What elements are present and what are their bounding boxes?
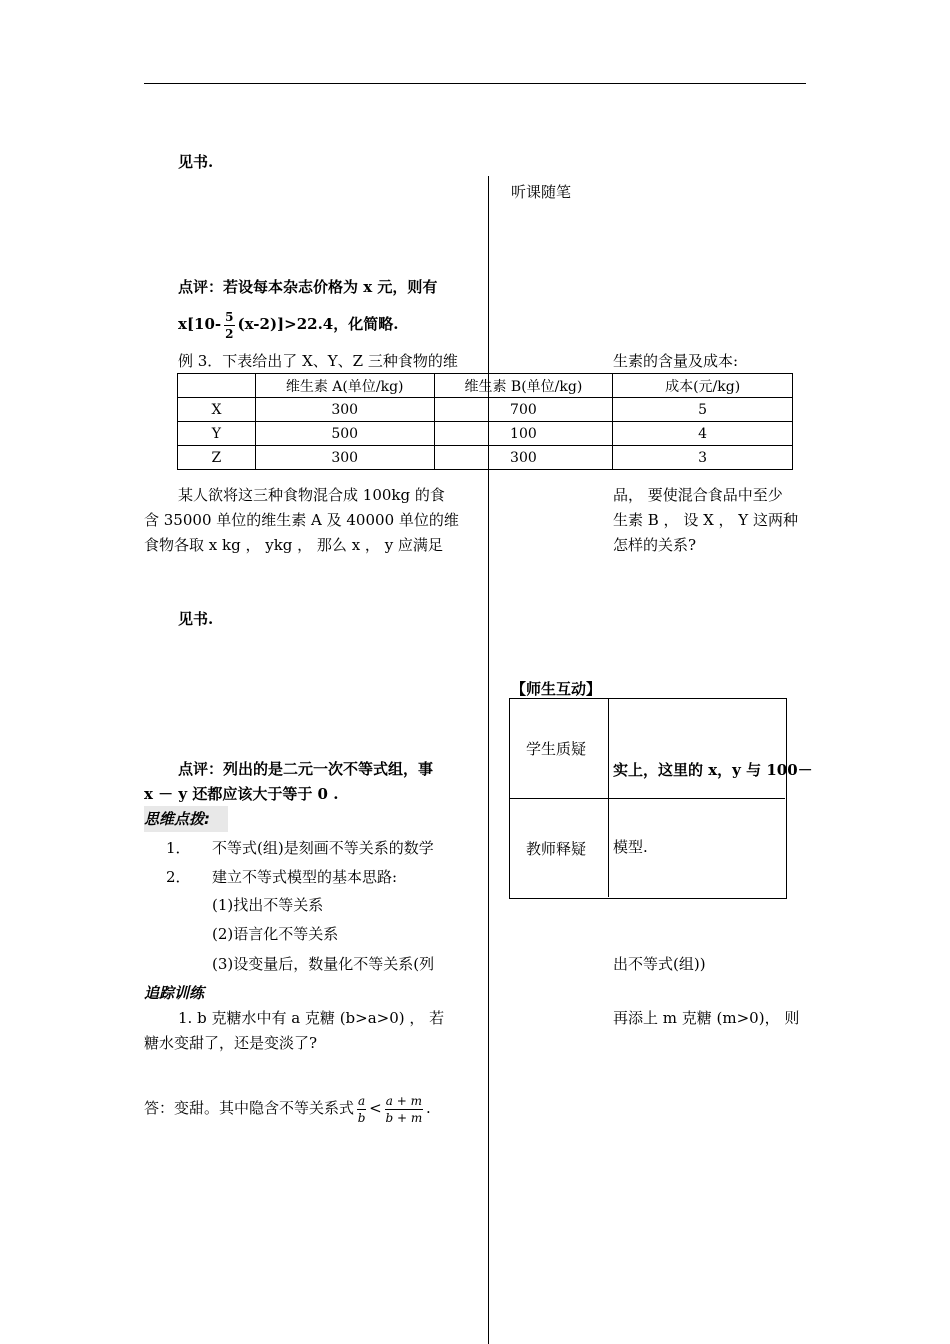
answer-fraction-right	[385, 1093, 423, 1126]
column-divider	[488, 176, 489, 1344]
student-question-content: 实上，这里的 x，y 与 100－	[613, 761, 813, 779]
table-cell: 4	[613, 422, 793, 446]
fraction-denominator: b	[357, 1110, 366, 1125]
table-row	[178, 422, 793, 446]
comment-expr-prefix: x[10-	[178, 315, 222, 333]
table-row	[178, 398, 793, 422]
table-cell: 100	[434, 422, 613, 446]
table-cell: X	[178, 398, 256, 422]
thinking-item1-num: 1．	[166, 839, 191, 857]
student-question-label: 学生质疑	[526, 740, 587, 758]
thinking-step3-right: 出不等式(组))	[613, 955, 706, 973]
tracking-q1-right: 再添上 m 克糖 (m>0)， 则	[613, 1009, 800, 1027]
example3-para-right-2: 生素 B ， 设 X ， Y 这两种	[613, 511, 798, 529]
example3-intro-right: 生素的含量及成本:	[613, 352, 739, 370]
table-header-cell	[178, 374, 256, 398]
table-cell: 300	[255, 398, 434, 422]
comment-fraction	[224, 309, 234, 342]
table-cell: 300	[255, 446, 434, 470]
example3-para-left-1: 某人欲将这三种食物混合成 100kg 的食	[178, 486, 445, 504]
comment-1-line1: 点评：若设每本杂志价格为 x 元，则有	[178, 278, 438, 296]
tracking-answer	[144, 1086, 431, 1130]
example3-para-left-2: 含 35000 单位的维生素 A 及 40000 单位的维	[144, 511, 459, 529]
table-cell: Y	[178, 422, 256, 446]
table-cell: 3	[613, 446, 793, 470]
table-cell: 500	[255, 422, 434, 446]
table-row	[178, 446, 793, 470]
answer-fraction-left	[357, 1093, 366, 1126]
see-book-1: 见书.	[178, 153, 214, 171]
fraction-numerator: 5	[225, 309, 234, 324]
tracking-q1-line2: 糖水变甜了，还是变淡了?	[144, 1034, 318, 1052]
table-cell: Z	[178, 446, 256, 470]
thinking-item2-num: 2．	[166, 868, 191, 886]
example3-para-right-1: 品， 要使混合食品中至少	[613, 486, 783, 504]
table-cell: 700	[434, 398, 613, 422]
less-than-sign: <	[369, 1099, 382, 1117]
see-book-2: 见书.	[178, 610, 214, 628]
fraction-numerator: a + m	[385, 1093, 422, 1108]
table-cell: 5	[613, 398, 793, 422]
notes-label: 听课随笔	[511, 183, 572, 201]
interaction-row-divider	[509, 798, 785, 799]
comment-1-line2	[178, 302, 398, 346]
table-header-row	[178, 374, 793, 398]
comment-expr-suffix: (x-2)]>22.4，化简略.	[237, 315, 399, 333]
thinking-item2-text: 建立不等式模型的基本思路:	[212, 868, 398, 886]
header-rule	[144, 83, 806, 84]
example3-para-left-3: 食物各取 x kg ， ykg ， 那么 x ， y 应满足	[144, 536, 443, 554]
interaction-title: 【师生互动】	[511, 680, 602, 698]
thinking-step3-left: (3)设变量后，数量化不等关系(列	[212, 955, 435, 973]
comment-2-line2: x － y 还都应该大于等于 0 .	[144, 785, 339, 803]
teacher-answer-content: 模型.	[613, 838, 648, 856]
example3-para-right-3: 怎样的关系?	[613, 536, 697, 554]
thinking-step1: (1)找出不等关系	[212, 896, 324, 914]
example3-intro-left: 例 3．下表给出了 X、Y、Z 三种食物的维	[178, 352, 458, 370]
answer-prefix: 答：变甜。其中隐含不等关系式	[144, 1099, 355, 1117]
tracking-q1-left: 1. b 克糖水中有 a 克糖 (b>a>0) ， 若	[178, 1009, 445, 1027]
fraction-denominator: b + m	[385, 1110, 423, 1125]
fraction-numerator: a	[358, 1093, 366, 1108]
thinking-title: 思维点拨:	[144, 806, 228, 832]
table-header-cell: 维生素 A(单位/kg)	[255, 374, 434, 398]
fraction-denominator: 2	[225, 326, 234, 341]
table-header-cell: 维生素 B(单位/kg)	[434, 374, 613, 398]
teacher-answer-label: 教师释疑	[526, 840, 587, 858]
table-header-cell: 成本(元/kg)	[613, 374, 793, 398]
vitamin-table	[177, 373, 793, 470]
thinking-step2: (2)语言化不等关系	[212, 925, 339, 943]
tracking-title: 追踪训练	[144, 984, 205, 1002]
thinking-item1-text: 不等式(组)是刻画不等关系的数学	[212, 839, 434, 857]
comment-2-line1: 点评：列出的是二元一次不等式组，事	[178, 760, 434, 778]
answer-suffix: .	[425, 1099, 431, 1117]
table-cell: 300	[434, 446, 613, 470]
